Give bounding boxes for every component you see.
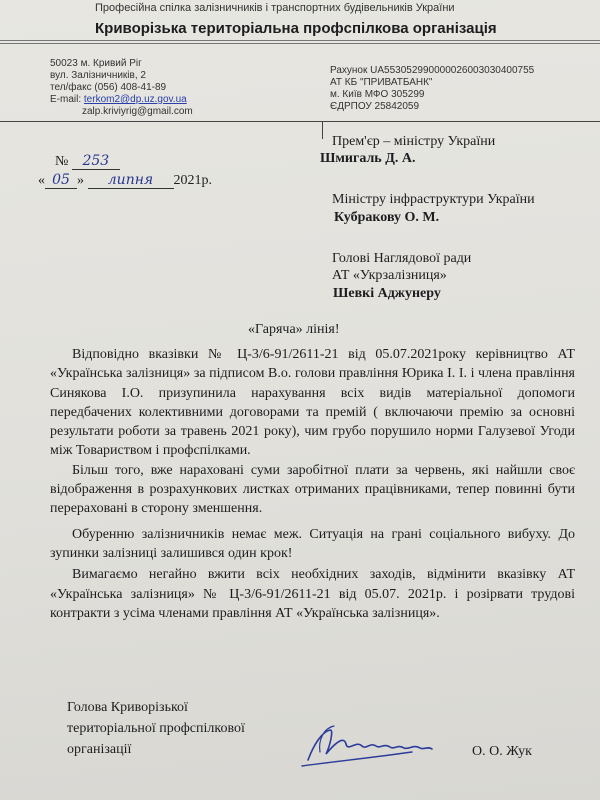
signatory-line: організації — [67, 742, 132, 757]
letter-body — [50, 345, 575, 623]
postal-address-block — [50, 58, 193, 118]
recipient-minister-title: Міністру інфраструктури України — [332, 192, 535, 207]
address-line: 50023 м. Кривий Ріг — [50, 58, 142, 69]
recipient-board-name: Шевкі Аджунеру — [333, 286, 441, 301]
date-quote-open: « — [38, 173, 45, 188]
signatory-name: О. О. Жук — [472, 744, 532, 759]
email-link-primary[interactable]: terkom2@dp.uz.gov.ua — [83, 94, 187, 105]
edrpou-code: ЄДРПОУ 25842059 — [330, 101, 419, 112]
header-divider — [0, 121, 600, 122]
signatory-position — [67, 697, 245, 760]
bank-city-mfo: м. Київ МФО 305299 — [330, 89, 425, 100]
body-paragraph: Більш того, вже нараховані суми заробітної плати за червень, які найшли своє відображення в розрахункових листках отриманих працівниками, тепер повинні бути перераховані в сторону зменшення. — [50, 462, 575, 517]
recipient-board-company: АТ «Укрзалізниця» — [332, 268, 447, 283]
header-rule-bottom — [0, 43, 600, 44]
address-street: вул. Залізничників, 2 — [50, 70, 146, 81]
bank-account: Рахунок UA553052990000026003030400755 — [330, 65, 535, 76]
recipient-minister-name: Кубракову О. М. — [334, 210, 440, 225]
body-paragraph: Вимагаємо негайно вжити всіх необхідних заходів, відмінити вказівку АТ «Українська залізниця» № Ц-3/6-91/2611-21 від 05.07. 2021р. і розірвати трудові контракти з усіма членами правління АТ «Українська залізниця». — [50, 567, 575, 621]
signatory-line: Голова Криворізької — [67, 700, 188, 715]
handwritten-day: 05 — [45, 172, 77, 189]
phone-fax: тел/факс (056) 408-41-89 — [50, 82, 167, 93]
recipient-pm-name: Шмигаль Д. А. — [320, 151, 416, 166]
bank-name: АТ КБ "ПРИВАТБАНК" — [330, 77, 433, 88]
email-link-secondary[interactable]: zalp.kriviyrig@gmail.com — [82, 106, 193, 117]
registration-number — [55, 153, 120, 170]
handwritten-signature — [300, 722, 440, 770]
email-row — [50, 94, 193, 106]
body-paragraph: Обуренню залізничників немає меж. Ситуація на грані соціального вибуху. До зупинки залізниці залишився один крок! — [50, 526, 575, 561]
handwritten-month: липня — [88, 172, 174, 189]
date-quote-close: » — [77, 173, 84, 188]
header-rule-top — [0, 40, 600, 41]
body-paragraph: Відповідно вказівки № Ц-3/6-91/2611-21 від 05.07.2021року керівництво АТ «Українська залізниця» за підписом В.о. голови правління Юрика І. І. і члена правління Синякова І.О. призупинила нарахування всіх видів матеріальної допомоги передбачених колективними договорами та премій ( включаючи премію за основні результати роботи за травень 2021 року), чим грубо порушило норми Галузевої Угоди між Товариством і профспілками. — [50, 347, 575, 459]
date-year: 2021р. — [173, 173, 212, 188]
recipient-pm-title: Прем'єр – міністру України — [332, 134, 496, 149]
bank-details-block — [330, 65, 534, 113]
header-divider-tick — [322, 121, 323, 139]
handwritten-number: 253 — [72, 153, 120, 170]
number-sign: № — [55, 154, 69, 169]
recipient-board-title: Голові Наглядової ради — [332, 251, 472, 266]
registration-date — [38, 172, 212, 189]
signatory-line: територіальної профспілкової — [67, 721, 245, 736]
email-row-secondary — [50, 106, 193, 118]
letter-heading: «Гаряча» лінія! — [248, 322, 340, 337]
email-label: E-mail: — [50, 94, 82, 105]
organization-name: Криворізька територіальна профспілкова організація — [95, 20, 497, 37]
parent-union-name: Професійна спілка залізничників і транспортних будівельників України — [95, 2, 455, 14]
